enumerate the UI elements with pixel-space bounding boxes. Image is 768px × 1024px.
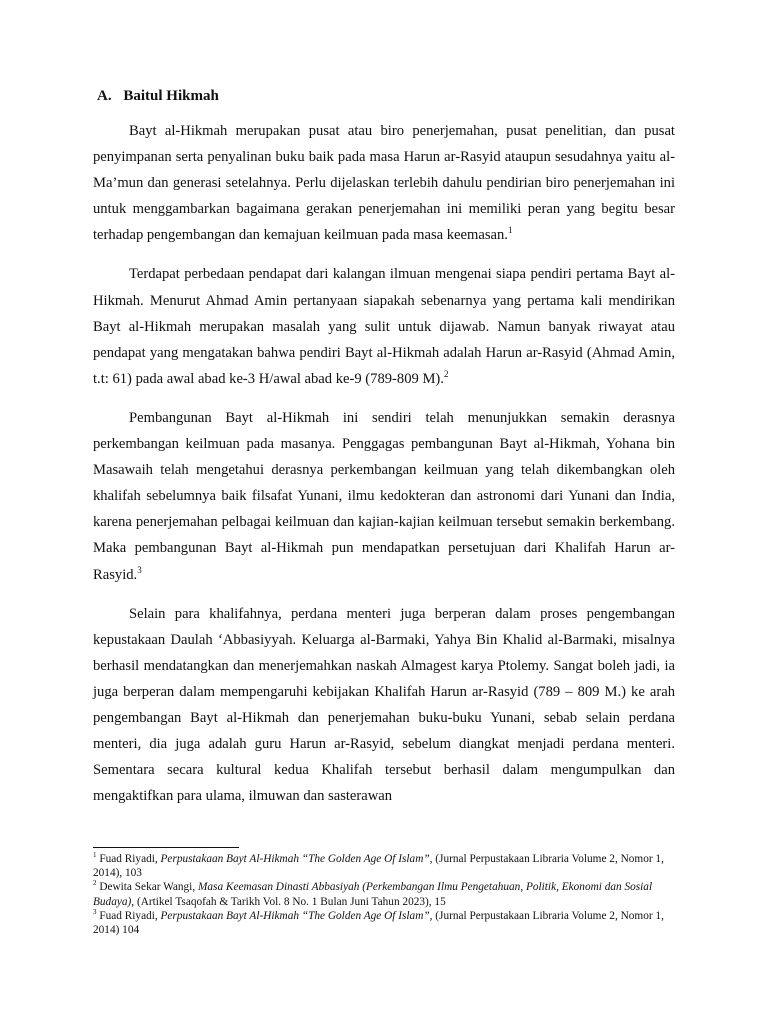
footnote-number: 3 [93, 908, 97, 917]
section-heading [97, 86, 219, 106]
footnote-separator [93, 847, 239, 848]
footnote-author: Fuad Riyadi, [99, 853, 158, 865]
footnote-number: 1 [93, 851, 97, 860]
footnote-ref: 3 [137, 564, 142, 575]
paragraph-text: Bayt al-Hikmah merupakan pusat atau biro penerjemahan, pusat penelitian, dan pusat penyimpanan serta penyalinan buku baik pada masa Harun ar-Rasyid ataupun sesudahnya yaitu al-Ma’mun dan generasi setelahnya. Perlu dijelaskan terlebih dahulu pendirian biro penerjemahan ini untuk menggambarkan bagaimana gerakan penerjemahan ini memiliki peran yang begitu besar terhadap pengembangan dan kemajuan keilmuan pada masa keemasan. [93, 123, 675, 244]
footnote-title: Perpustakaan Bayt Al-Hikmah “The Golden Age Of Islam”, [160, 909, 433, 922]
footnote [93, 909, 675, 937]
footnote-source: (Jurnal Perpustakaan Libraria Volume 2, Nomor 1, 2014) 104 [93, 909, 664, 937]
paragraph [93, 601, 675, 810]
footnote [93, 880, 675, 908]
footnote-number: 2 [93, 879, 97, 888]
footnote [93, 852, 675, 880]
paragraph [93, 118, 675, 248]
body-text [93, 118, 675, 809]
footnote-title: Masa Keemasan Dinasti Abbasiyah (Perkembangan Ilmu Pengetahuan, Politik, Ekonomi dan Sosial Budaya), [93, 881, 653, 908]
paragraph [93, 405, 675, 588]
paragraph-text: Selain para khalifahnya, perdana menteri juga berperan dalam proses pengembangan kepustakaan Daulah ‘Abbasiyyah. Keluarga al-Barmaki, Yahya Bin Khalid al-Barmaki, misalnya berhasil mendatangkan dan menerjemahkan naskah Almagest karya Ptolemy. Sangat boleh jadi, ia juga berperan dalam mempengaruhi kebijakan Khalifah Harun ar-Rasyid (789 – 809 M.) ke arah pengembangan Bayt al-Hikmah dan penerjemahan buku-buku Yunani, sebab selain perdana menteri, dia juga adalah guru Harun ar-Rasyid, sebelum diangkat menjadi perdana menteri. Sementara secara kultural kedua Khalifah tersebut berhasil dalam mengumpulkan dan mengaktifkan para ulama, ilmuwan dan sasterawan [93, 605, 675, 805]
footnote-source: (Artikel Tsaqofah & Tarikh Vol. 8 No. 1 Bulan Juni Tahun 2023), 15 [136, 895, 446, 908]
footnote-author: Fuad Riyadi, [99, 909, 158, 922]
footnote-ref: 2 [443, 368, 449, 379]
footnote-ref: 1 [507, 225, 513, 236]
section-number: A. [97, 88, 112, 104]
footnote-title: Perpustakaan Bayt Al-Hikmah “The Golden Age Of Islam”, [160, 853, 433, 865]
paragraph-text: Pembangunan Bayt al-Hikmah ini sendiri telah menunjukkan semakin derasnya perkembangan keilmuan pada masanya. Penggagas pembangunan Bayt al-Hikmah, Yohana bin Masawaih telah mengetahui derasnya perkembangan keilmuan yang telah dikembangkan oleh khalifah sebelumnya baik filsafat Yunani, ilmu kedokteran dan astronomi dari Yunani dan India, karena penerjemahan pelbagai keilmuan dan kajian-kajian keilmuan tersebut semakin berkembang. Maka pembangunan Bayt al-Hikmah pun mendapatkan persetujuan dari Khalifah Harun ar-Rasyid. [93, 409, 675, 583]
footnotes [93, 852, 675, 937]
footnote-source: (Jurnal Perpustakaan Libraria Volume 2, Nomor 1, 2014), 103 [93, 853, 664, 880]
paragraph-text: Terdapat perbedaan pendapat dari kalangan ilmuan mengenai siapa pendiri pertama Bayt al-Hikmah. Menurut Ahmad Amin pertanyaan siapakah sebenarnya yang pertama kali mendirikan Bayt al-Hikmah merupakan masalah yang sulit untuk dijawab. Namun banyak riwayat atau pendapat yang mengatakan bahwa pendiri Bayt al-Hikmah adalah Harun ar-Rasyid (Ahmad Amin, t.t: 61) pada awal abad ke-3 H/awal abad ke-9 (789-809 M). [93, 266, 675, 387]
paragraph [93, 261, 675, 391]
section-title: Baitul Hikmah [123, 88, 219, 104]
footnote-author: Dewita Sekar Wangi, [99, 881, 196, 894]
